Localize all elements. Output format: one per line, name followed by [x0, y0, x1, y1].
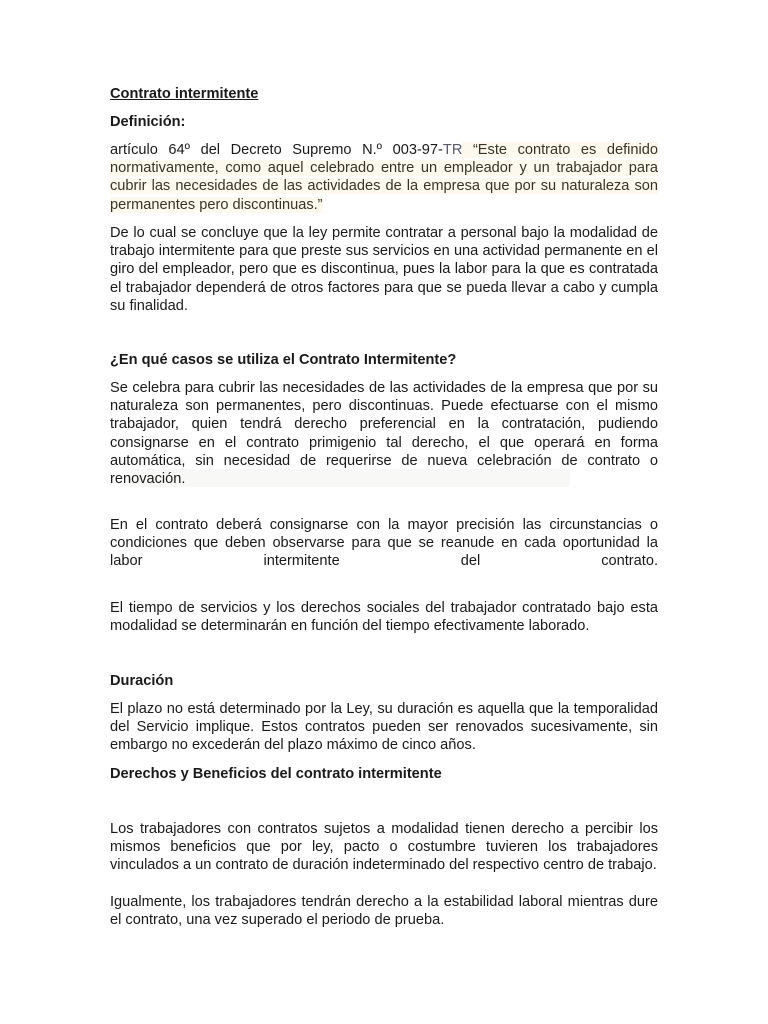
paragraph-consignarse: En el contrato deberá consignarse con la mayor precisión las circunstancias o condiciones que deben observarse para que se reanude en cada oportunidad la labor intermitente del contrato. [110, 517, 658, 570]
definicion-tr: TR [442, 142, 463, 158]
paragraph-celebra: Se celebra para cubrir las necesidades de las actividades de la empresa que por su naturaleza son permanentes, pero discontinuas. Puede efectuarse con el mismo trabajador, quien tendrá derecho preferencial en la contratación, pudiendo consignarse en el contrato primigenio tal derecho, el que operará en forma automática, sin necesidad de requerirse de nueva celebración de contrato o renovación. [110, 380, 658, 488]
duracion-heading: Duración [110, 673, 174, 689]
paragraph-tiempo: El tiempo de servicios y los derechos sociales del trabajador contratado bajo esta modalidad se determinarán en función del tiempo efectivamente laborado. [110, 600, 658, 635]
definicion-prefix: artículo 64º del Decreto Supremo N.º 003-97- [110, 142, 443, 158]
derechos-heading: Derechos y Beneficios del contrato intermitente [110, 766, 442, 782]
paragraph-trabajadores: Los trabajadores con contratos sujetos a modalidad tienen derecho a percibir los mismos beneficios que por ley, pacto o costumbre tuvieren los trabajadores vinculados a un contrato de duración indeterminado del respectivo centro de trabajo. [110, 821, 658, 874]
definicion-heading: Definición: [110, 114, 186, 130]
casos-heading: ¿En qué casos se utiliza el Contrato Intermitente? [110, 352, 457, 368]
document-title: Contrato intermitente [110, 86, 259, 102]
paragraph-igualmente: Igualmente, los trabajadores tendrán derecho a la estabilidad laboral mientras dure el contrato, una vez superado el periodo de prueba. [110, 894, 658, 929]
definicion-paragraph [110, 141, 658, 214]
paragraph-concluye: De lo cual se concluye que la ley permite contratar a personal bajo la modalidad de trabajo intermitente para que preste sus servicios en una actividad permanente en el giro del empleador, pero que es discontinua, pues la labor para la que es contratada el trabajador dependerá de otros factores para que se pueda llevar a cabo y cumpla su finalidad. [110, 225, 658, 314]
paragraph-plazo: El plazo no está determinado por la Ley, su duración es aquella que la temporalidad del Servicio implique. Estos contratos pueden ser renovados sucesivamente, sin embargo no excederán del plazo máximo de cinco años. [110, 701, 658, 754]
definicion-quote: “Este contrato es definido normativamente, como aquel celebrado entre un empleador y un trabajador para cubrir las necesidades de las actividades de la empresa que por su naturaleza son permanentes pero discontinuas.” [110, 142, 659, 213]
